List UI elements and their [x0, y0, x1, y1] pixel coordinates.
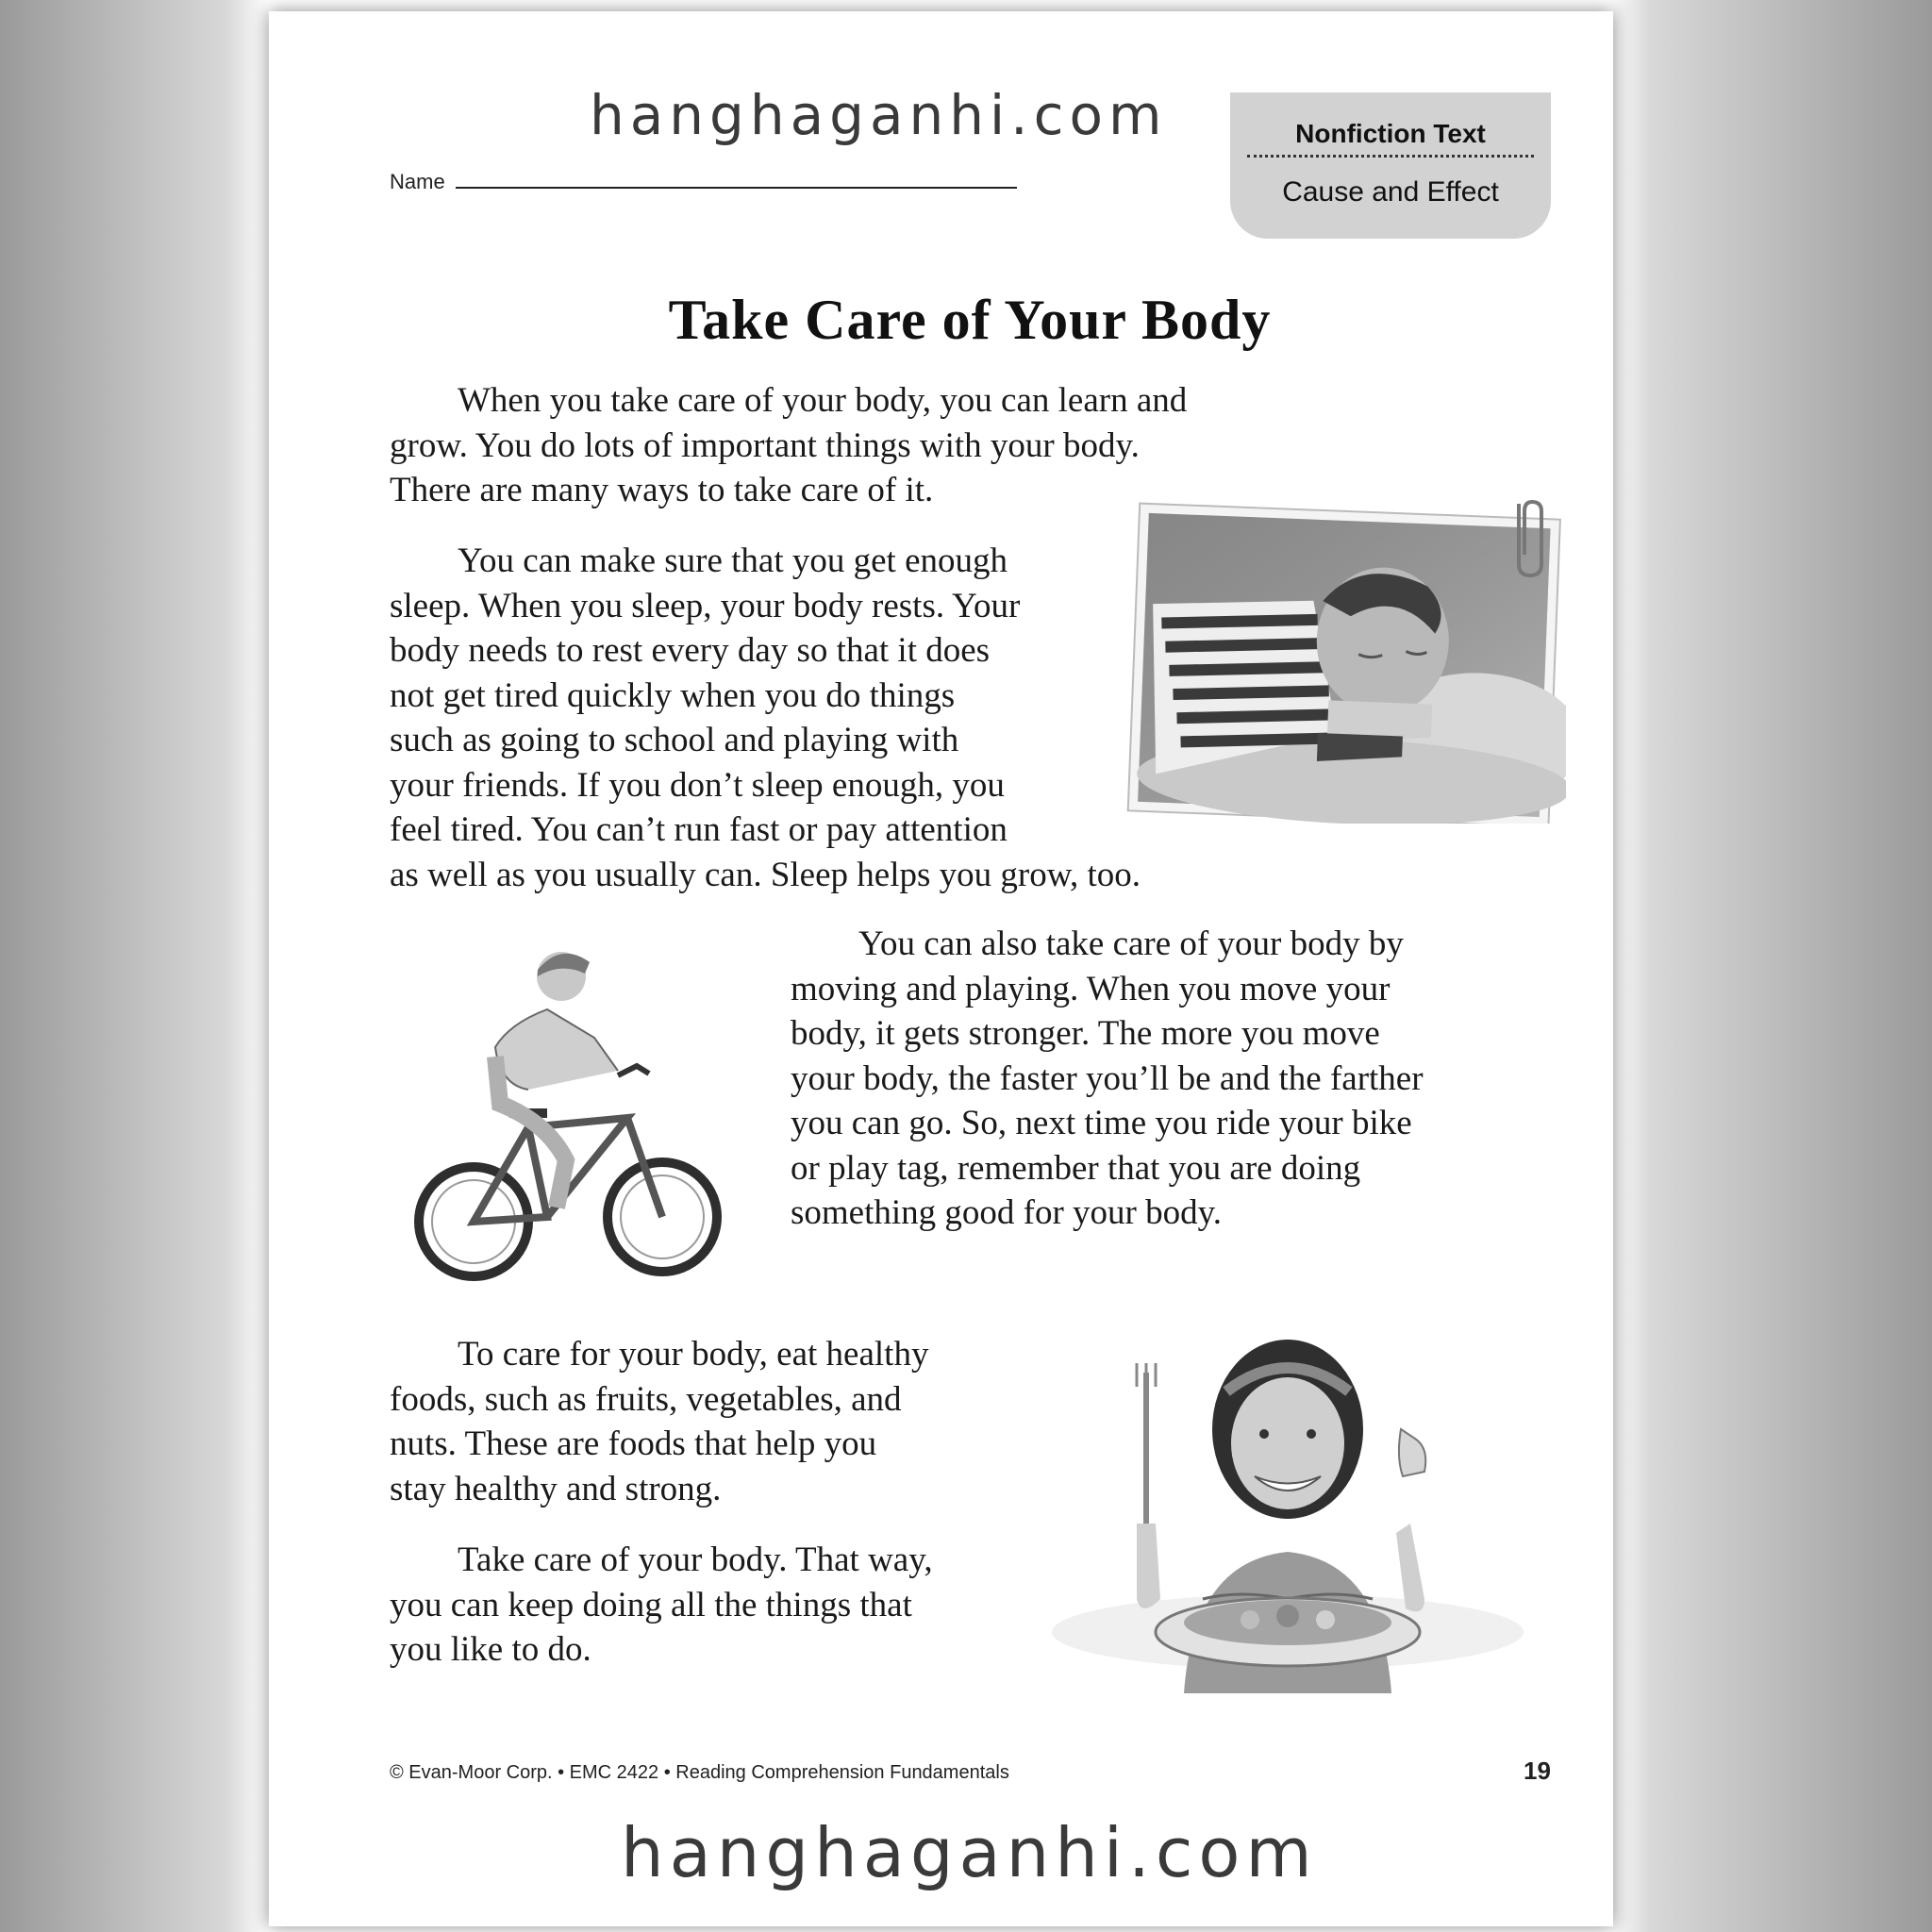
watermark-top: hanghaganhi.com — [590, 83, 1168, 147]
paragraph-line: stay healthy and strong. — [390, 1469, 722, 1508]
paragraph-5 — [390, 1538, 933, 1673]
paragraph-line: feel tired. You can’t run fast or pay attention — [390, 810, 1008, 849]
paragraph-line: body, it gets stronger. The more you move — [791, 1014, 1380, 1053]
paragraph-line: something good for your body. — [791, 1193, 1222, 1232]
paragraph-line: moving and playing. When you move your — [791, 969, 1391, 1008]
paragraph-line: nuts. These are foods that help you — [390, 1424, 877, 1463]
paragraph-line: you can keep doing all the things that — [390, 1585, 912, 1624]
paragraph-line: grow. You do lots of important things with your body. — [390, 425, 1140, 465]
paragraph-line: such as going to school and playing with — [390, 721, 959, 759]
paragraph-4 — [390, 1332, 928, 1511]
girl-eating-photo — [1052, 1316, 1524, 1693]
tab-divider — [1247, 155, 1534, 158]
watermark-bottom: hanghaganhi.com — [621, 1813, 1318, 1892]
page-number: 19 — [1524, 1757, 1551, 1785]
paragraph-line: foods, such as fruits, vegetables, and — [390, 1379, 902, 1419]
paragraph-line: you like to do. — [390, 1630, 591, 1669]
paragraph-line: Take care of your body. That way, — [458, 1541, 933, 1579]
paragraph-line: or play tag, remember that you are doing — [791, 1148, 1361, 1188]
skill-tab — [1230, 92, 1551, 239]
paragraph-line: not get tired quickly when you do things — [390, 675, 956, 715]
page-title: Take Care of Your Body — [668, 289, 1272, 351]
boy-on-bike-photo — [406, 934, 745, 1283]
sleeping-boy-photo — [1123, 498, 1566, 824]
text-type-label: Nonfiction Text — [1295, 119, 1486, 148]
paragraph-line: There are many ways to take care of it. — [390, 471, 934, 509]
paragraph-line: your body, the faster you’ll be and the farther — [791, 1058, 1424, 1098]
paragraph-line: You can make sure that you get enough — [458, 541, 1008, 580]
paragraph-line: body needs to rest every day so that it does — [390, 631, 991, 670]
paragraph-line: you can go. So, next time you ride your bike — [791, 1104, 1412, 1142]
paragraph-line: When you take care of your body, you can learn and — [458, 381, 1188, 420]
paragraph-line: as well as you usually can. Sleep helps you grow, too. — [390, 855, 1141, 894]
name-field-line[interactable] — [456, 187, 1017, 189]
paragraph-line: You can also take care of your body by — [858, 924, 1404, 963]
paragraph-line: To care for your body, eat healthy — [458, 1335, 929, 1374]
paragraph-1 — [390, 378, 1187, 513]
paragraph-line: your friends. If you don’t sleep enough, you — [390, 765, 1005, 805]
footer-copyright: © Evan-Moor Corp. • EMC 2422 • Reading Comprehension Fundamentals — [390, 1762, 1009, 1783]
paragraph-line: sleep. When you sleep, your body rests. Your — [390, 586, 1021, 625]
skill-label: Cause and Effect — [1282, 176, 1499, 208]
paragraph-3 — [791, 922, 1424, 1236]
paragraph-2 — [390, 539, 1141, 897]
name-label: Name — [390, 170, 445, 193]
